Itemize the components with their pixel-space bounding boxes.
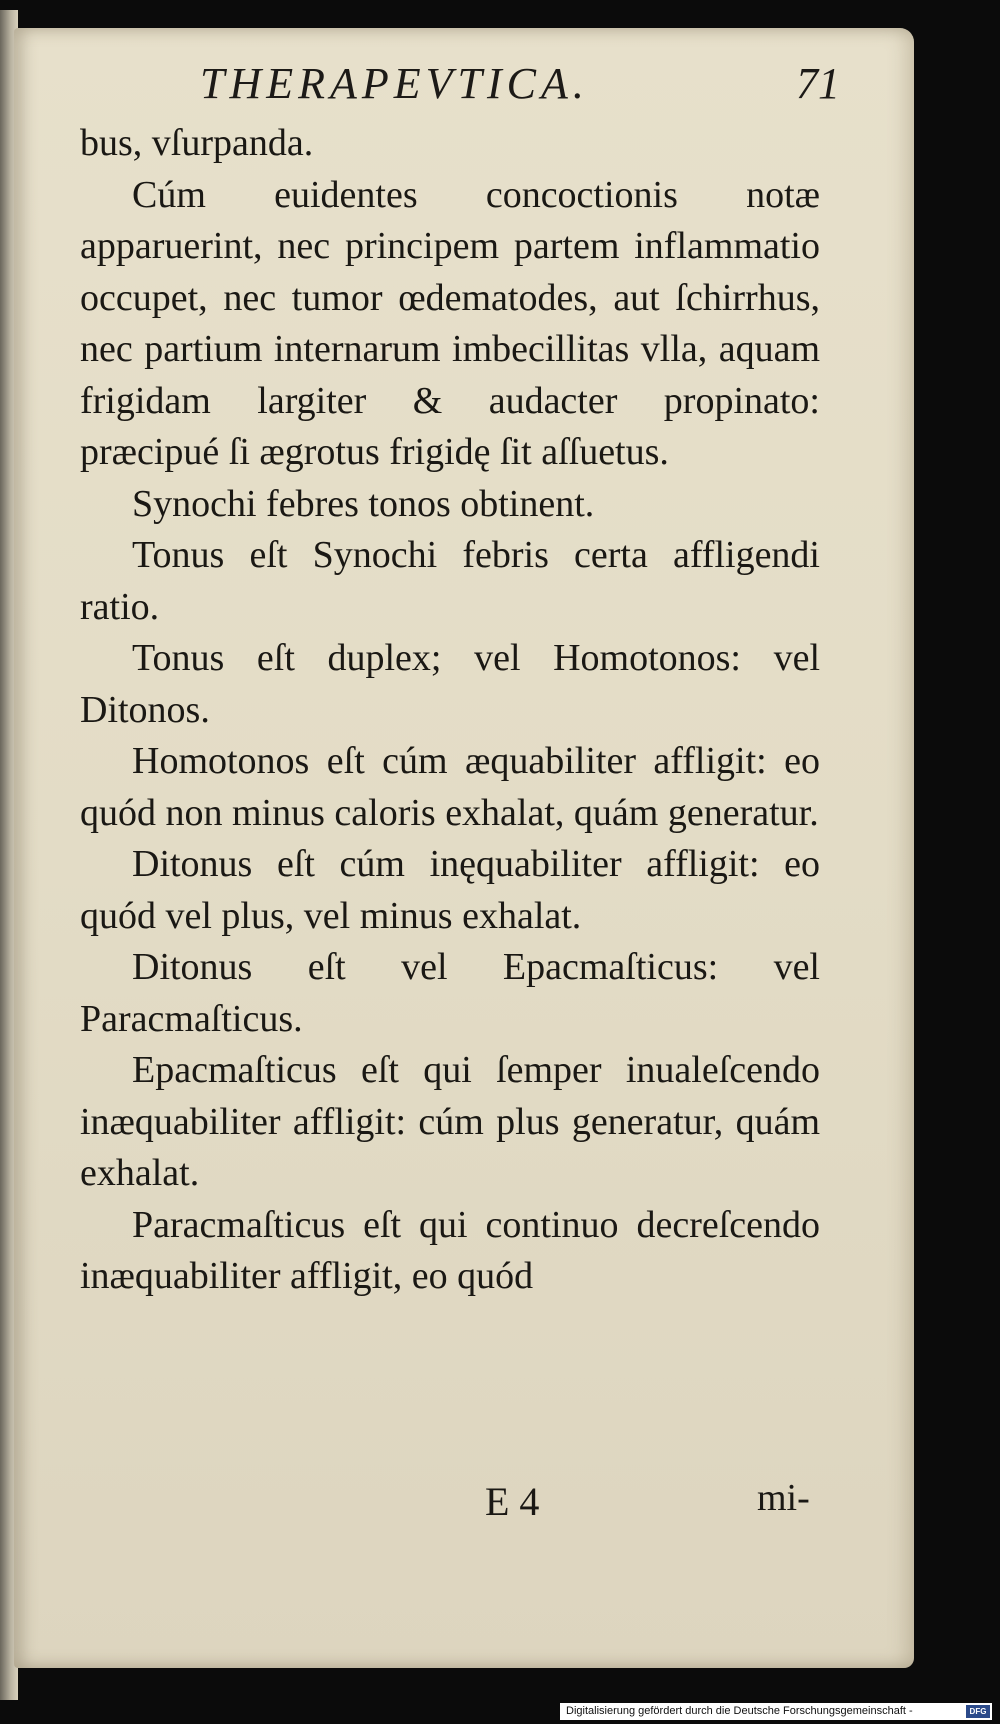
paragraph: Synochi febres tonos obtinent. <box>132 482 595 525</box>
dfg-logo-icon: DFG <box>966 1705 990 1718</box>
paragraph: Paracmaſticus eſt qui continuo decreſcendo inæquabiliter affligit, eo quód <box>80 1203 820 1297</box>
paragraph: bus, vſurpanda. <box>80 122 314 164</box>
paragraph: Homotonos eſt cúm æquabiliter affligit: eo quód non minus caloris exhalat, quám generatur. <box>80 740 820 834</box>
catchword: mi- <box>757 1477 810 1519</box>
page-number: 71 <box>796 59 840 108</box>
digitization-notice-text: Digitalisierung gefördert durch die Deutsche Forschungsgemeinschaft - <box>566 1705 913 1717</box>
paragraph: Cúm euidentes concoctionis notæ apparuerint, nec principem partem inflammatio occupet, nec tumor œdematodes, aut ſchirrhus, nec partium internarum imbecillitas vlla, aquam frigidam largiter & audacter propinato: præcipué ſi ægrotus frigidę ſit aſſuetus. <box>80 173 820 473</box>
body-text <box>80 118 820 1303</box>
running-head: THERAPEVTICA. <box>200 59 589 108</box>
paragraph: Tonus eſt duplex; vel Homotonos: vel Ditonos. <box>80 637 820 731</box>
digitization-notice <box>560 1703 992 1720</box>
signature-mark: E 4 <box>485 1479 540 1524</box>
paragraph: Epacmaſticus eſt qui ſemper inualeſcendo inæquabiliter affligit: cúm plus generatur, quám exhalat. <box>80 1049 820 1194</box>
paragraph: Ditonus eſt cúm inęquabiliter affligit: eo quód vel plus, vel minus exhalat. <box>80 843 820 937</box>
page-header <box>200 58 840 108</box>
paragraph: Ditonus eſt vel Epacmaſticus: vel Paracmaſticus. <box>80 946 820 1040</box>
paragraph: Tonus eſt Synochi febris certa affligendi ratio. <box>80 534 820 628</box>
